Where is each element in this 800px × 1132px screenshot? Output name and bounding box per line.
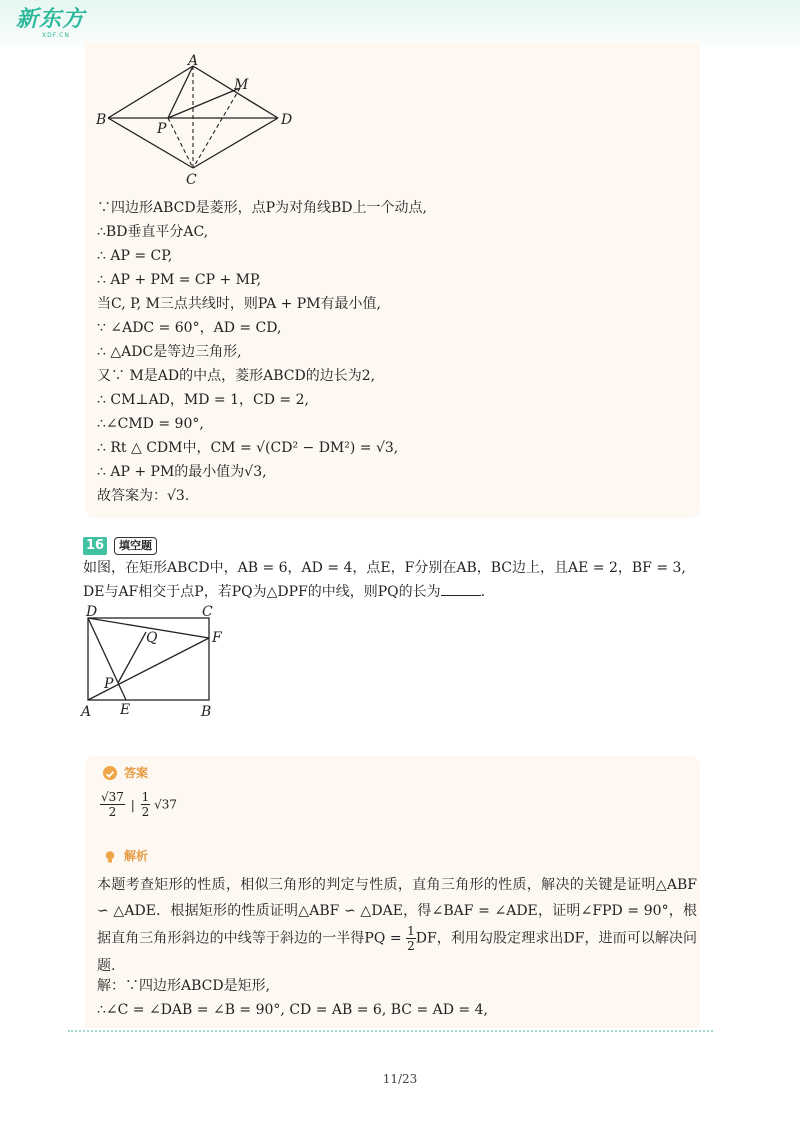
label-C: C <box>186 172 197 188</box>
label-D: D <box>281 112 293 128</box>
answer-alt-numerator: 1 <box>141 790 150 804</box>
label-F: F <box>212 630 222 646</box>
analysis-paragraph <box>97 872 697 979</box>
question-text-end: . <box>480 584 486 600</box>
question-text-line1: 如图，在矩形ABCD中，AB = 6，AD = 4，点E，F分别在AB，BC边上，且AE = 2，BF = 3, <box>83 560 686 576</box>
page-number: 11/23 <box>382 1072 418 1086</box>
analysis-line: ∴∠C = ∠DAB = ∠B = 90°, CD = AB = 6, BC = AD = 4, <box>97 1002 488 1018</box>
answer-value <box>100 790 177 819</box>
answer-blank <box>441 582 481 596</box>
solution-line: ∴ AP = CP, <box>97 248 173 264</box>
answer-numerator: √37 <box>101 790 124 804</box>
label-A: A <box>81 704 92 720</box>
label-Q: Q <box>146 630 158 646</box>
solution-line: ∴∠CMD = 90°, <box>97 416 204 432</box>
brand-logo <box>16 8 85 40</box>
analysis-text: 本题考查矩形的性质，相似三角形的判定与性质，直角三角形的性质，解决的关键是证明△ABF ∽ △ADE．根据矩形的性质证明△ABF ∽ △DAE，得∠BAF = ∠ADE，证明∠FPD = 90°，根据直角三角形斜边的中线等于斜边的一半得PQ = <box>97 877 697 947</box>
label-P: P <box>157 121 167 137</box>
answer-fraction <box>100 790 125 819</box>
answer-alt-radical: √37 <box>154 797 178 812</box>
answer-title: 答案 <box>124 766 149 780</box>
question-type-badge: 填空题 <box>114 537 157 555</box>
analysis-fraction <box>406 924 416 953</box>
solution-line: 当C, P, M三点共线时，则PA + PM有最小值, <box>97 296 382 312</box>
label-E: E <box>120 702 131 718</box>
logo-text: 新东方 <box>16 7 86 32</box>
label-M: M <box>234 77 249 93</box>
solution-line: ∴ △ADC是等边三角形, <box>97 344 242 360</box>
analysis-title: 解析 <box>124 849 149 863</box>
rectangle-figure <box>80 600 230 722</box>
label-C: C <box>202 604 213 620</box>
answer-alt-denominator: 2 <box>141 805 150 819</box>
rhombus-figure <box>88 48 308 188</box>
solution-line: 又∵ M是AD的中点，菱形ABCD的边长为2, <box>97 368 376 384</box>
answer-alt-fraction <box>141 790 151 819</box>
label-P: P <box>104 676 114 692</box>
analysis-text-cont: DF，利用勾股定理求出DF，进而可以解决问题. <box>97 930 697 974</box>
question-text: DE与AF相交于点P，若PQ为△DPF的中线，则PQ的长为 <box>83 584 441 600</box>
solution-line: ∴ Rt △ CDM中，CM = √(CD² − DM²) = √3, <box>97 440 399 456</box>
solution-line: ∴ CM⊥AD，MD = 1，CD = 2, <box>97 392 309 408</box>
label-D: D <box>86 604 98 620</box>
solution-line: ∴BD垂直平分AC, <box>97 224 209 240</box>
logo-subtext: XDF.CN <box>42 32 70 39</box>
solution-line: ∵ ∠ADC = 60°，AD = CD, <box>97 320 282 336</box>
label-B: B <box>201 704 212 720</box>
solution-line: ∴ AP + PM = CP + MP, <box>97 272 262 288</box>
question-number: 16 <box>83 537 107 555</box>
solution-line: ∵四边形ABCD是菱形，点P为对角线BD上一个动点, <box>97 200 427 216</box>
answer-denominator: 2 <box>108 805 117 819</box>
section-divider <box>68 1030 713 1032</box>
lightbulb-icon <box>103 849 117 863</box>
question-text-line2 <box>83 582 485 602</box>
solution-line: 故答案为：√3. <box>97 488 190 504</box>
label-B: B <box>96 112 107 128</box>
answer-separator: | <box>130 797 135 812</box>
solution-line: ∴ AP + PM的最小值为√3, <box>97 464 267 480</box>
analysis-fraction-num: 1 <box>407 924 415 938</box>
analysis-line: 解：∵四边形ABCD是矩形, <box>97 978 271 994</box>
analysis-fraction-den: 2 <box>407 939 415 953</box>
label-A: A <box>188 53 199 69</box>
check-badge-icon <box>103 766 117 780</box>
